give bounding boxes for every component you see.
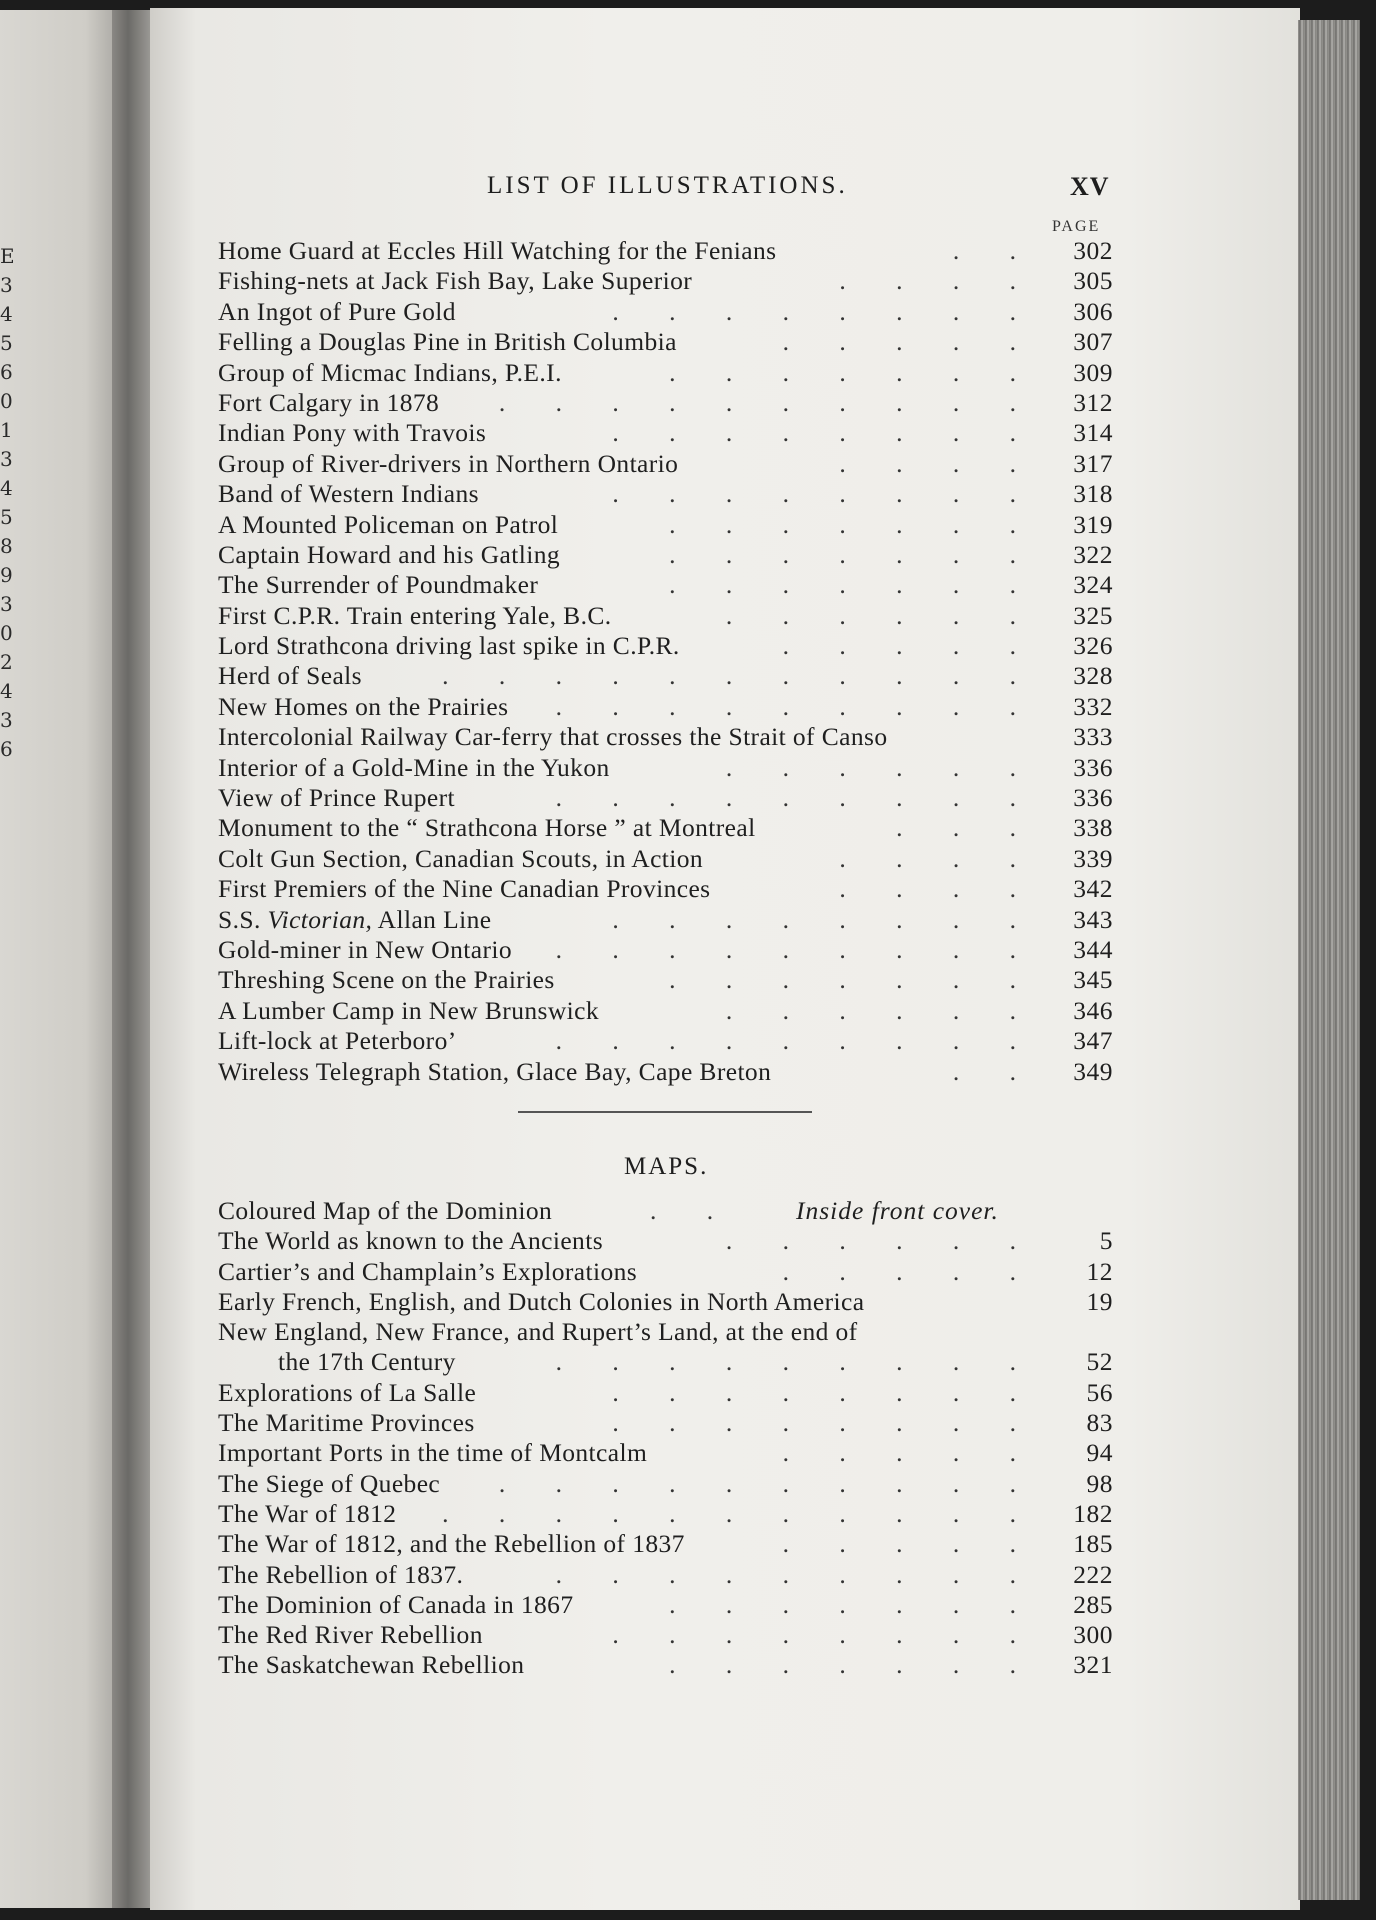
- entry-page: 302: [1073, 236, 1113, 265]
- entry-leader: . . . . . . . . . . .: [442, 661, 1038, 691]
- entry-page: 326: [1073, 631, 1113, 661]
- entry-title-prefix: S.S.: [218, 904, 268, 934]
- left-page-fragment: 2: [0, 650, 13, 674]
- entry-leader: . . . . . .: [725, 600, 1038, 630]
- entry-page: 321: [1073, 1650, 1113, 1680]
- entry-leader: . . . . . . .: [669, 357, 1038, 387]
- entry-page: 305: [1073, 266, 1113, 296]
- map-entry: [218, 1408, 1113, 1438]
- maps-heading: MAPS.: [624, 1153, 709, 1180]
- entry-title: The Red River Rebellion: [218, 1620, 483, 1650]
- entry-leader: . . . . . . . .: [612, 1408, 1038, 1438]
- entry-title: Home Guard at Eccles Hill Watching for the Fenians: [218, 236, 777, 265]
- left-page-fragment: 4: [0, 679, 13, 703]
- entry-title: The Siege of Quebec: [218, 1468, 441, 1498]
- illustration-entry: [218, 540, 1113, 570]
- left-page-fragment: 6: [0, 737, 13, 761]
- entry-page: 325: [1073, 600, 1113, 630]
- entry-page: 319: [1073, 509, 1113, 539]
- entry-leader: . . . . . . . .: [612, 418, 1038, 448]
- entry-page: 333: [1073, 722, 1113, 752]
- entry-page: 322: [1073, 539, 1113, 569]
- entry-leader: . . . . .: [782, 1438, 1038, 1468]
- entry-title: Monument to the “ Strathcona Horse ” at Montreal: [218, 813, 756, 843]
- illustration-entry: [218, 570, 1113, 600]
- entry-title-suffix: Allan Line: [372, 904, 492, 934]
- illustration-entry: [218, 965, 1113, 995]
- map-entry: [218, 1620, 1113, 1650]
- left-page-fragment: 0: [0, 621, 13, 645]
- entry-leader: . . . .: [839, 448, 1038, 478]
- illustration-entry: [218, 601, 1113, 631]
- entry-page: 328: [1073, 661, 1113, 691]
- entry-leader: . . . . . . .: [669, 509, 1038, 539]
- page-column-label: PAGE: [1052, 218, 1101, 235]
- map-entry: [218, 1438, 1113, 1468]
- illustration-entry: [218, 631, 1113, 661]
- entry-leader: . . . .: [839, 843, 1038, 873]
- entry-title: The Surrender of Poundmaker: [218, 570, 539, 600]
- entry-title: A Lumber Camp in New Brunswick: [218, 995, 599, 1025]
- entry-page: 347: [1073, 1026, 1113, 1056]
- entry-title: Group of River-drivers in Northern Ontario: [218, 448, 679, 478]
- entry-leader: . .: [650, 1196, 736, 1225]
- left-page-fragment: 6: [0, 360, 13, 384]
- illustration-entry: [218, 783, 1113, 813]
- entry-title: Colt Gun Section, Canadian Scouts, in Action: [218, 843, 704, 873]
- illustration-entry: [218, 266, 1113, 296]
- entry-leader: . .: [952, 236, 1038, 265]
- entry-leader: . . . . . . . . .: [555, 1347, 1038, 1377]
- entry-leader: . . . . . . . . . .: [498, 387, 1038, 417]
- entry-page: 52: [1086, 1347, 1113, 1377]
- entry-page: 83: [1086, 1408, 1113, 1438]
- entry-title: the 17th Century: [278, 1347, 456, 1377]
- book-gutter: [112, 10, 152, 1908]
- entry-title: Herd of Seals: [218, 661, 362, 691]
- illustration-entry: [218, 1026, 1113, 1056]
- map-entry: [218, 1650, 1113, 1680]
- illustration-entry: [218, 722, 1113, 752]
- entry-title: Important Ports in the time of Montcalm: [218, 1438, 648, 1468]
- entry-title: A Mounted Policeman on Patrol: [218, 509, 559, 539]
- map-entry: [218, 1347, 1113, 1377]
- entry-leader: . . . . . . . . .: [555, 934, 1038, 964]
- entry-title: Lord Strathcona driving last spike in C.P.R.: [218, 631, 680, 661]
- left-page-fragment: E: [0, 244, 15, 268]
- illustration-entry: [218, 661, 1113, 691]
- entry-leader: . . . . .: [782, 1529, 1038, 1559]
- entry-page: 318: [1073, 479, 1113, 509]
- entry-title: Intercolonial Railway Car-ferry that crosses the Strait of Canso: [218, 722, 888, 752]
- illustration-entry: [218, 844, 1113, 874]
- map-entry: [218, 1469, 1113, 1499]
- entry-page: 312: [1073, 387, 1113, 417]
- entry-leader: . . . . . . . .: [612, 479, 1038, 509]
- illustration-entry: [218, 388, 1113, 418]
- entry-leader: . . . . . .: [725, 995, 1038, 1025]
- illustration-entry: [218, 813, 1113, 843]
- entry-title: New England, New France, and Rupert’s Land, at the end of: [218, 1317, 858, 1347]
- illustration-entry: [218, 1057, 1113, 1087]
- illustration-entry: [218, 297, 1113, 327]
- entry-page: 94: [1086, 1438, 1113, 1468]
- entry-leader: . . . .: [839, 874, 1038, 904]
- illustration-entry: [218, 905, 1113, 935]
- entry-page: 56: [1086, 1377, 1113, 1407]
- entry-title: Wireless Telegraph Station, Glace Bay, Cape Breton: [218, 1056, 772, 1086]
- entry-page: 343: [1073, 904, 1113, 934]
- map-entry: [218, 1590, 1113, 1620]
- entry-title: An Ingot of Pure Gold: [218, 296, 456, 326]
- entry-title: Threshing Scene on the Prairies: [218, 965, 555, 995]
- entry-title: Lift-lock at Peterboro’: [218, 1026, 457, 1056]
- entry-page: 345: [1073, 965, 1113, 995]
- running-header-title: LIST OF ILLUSTRATIONS.: [487, 172, 848, 199]
- left-page-fragment: 5: [0, 331, 13, 355]
- map-entry: [218, 1378, 1113, 1408]
- entry-page: 349: [1073, 1056, 1113, 1086]
- entry-title: View of Prince Rupert: [218, 783, 456, 813]
- illustration-entry: [218, 935, 1113, 965]
- entry-page: 339: [1073, 843, 1113, 873]
- illustration-entry: [218, 996, 1113, 1026]
- entry-title: The Maritime Provinces: [218, 1408, 475, 1438]
- entry-title: Band of Western Indians: [218, 479, 479, 509]
- map-entry: [218, 1529, 1113, 1559]
- entry-title: Felling a Douglas Pine in British Columbia: [218, 327, 677, 357]
- maps-list: [218, 1196, 1113, 1681]
- left-page-fragment: 1: [0, 418, 13, 442]
- entry-page: 5: [1099, 1226, 1113, 1256]
- entry-leader: . . . . . . . .: [612, 904, 1038, 934]
- entry-title: New Homes on the Prairies: [218, 691, 509, 721]
- entry-leader: . . . . . . .: [669, 539, 1038, 569]
- illustration-entry: [218, 449, 1113, 479]
- entry-title-italic: Victorian,: [267, 904, 373, 934]
- entry-leader: . . . . . . . .: [612, 1620, 1038, 1650]
- entry-page: 307: [1073, 327, 1113, 357]
- entry-title: The Dominion of Canada in 1867: [218, 1589, 574, 1619]
- map-entry: [218, 1317, 1113, 1347]
- left-page-fragment: 3: [0, 447, 13, 471]
- entry-leader: . . . . .: [782, 327, 1038, 357]
- entry-leader: . . . . . . .: [669, 965, 1038, 995]
- left-page-fragment: 3: [0, 592, 13, 616]
- entry-leader: . . . . . . .: [669, 570, 1038, 600]
- entry-title: Coloured Map of the Dominion: [218, 1196, 553, 1225]
- left-page-fragment: 5: [0, 505, 13, 529]
- entry-page: 222: [1073, 1559, 1113, 1589]
- left-page-fragment: 0: [0, 389, 13, 413]
- entry-leader: . . . . . .: [725, 1226, 1038, 1256]
- entry-page: 314: [1073, 418, 1113, 448]
- entry-leader: . . . . . . . . .: [555, 1559, 1038, 1589]
- entry-title: First C.P.R. Train entering Yale, B.C.: [218, 600, 612, 630]
- entry-leader: . . . . .: [782, 631, 1038, 661]
- map-entry: [218, 1196, 1113, 1226]
- map-entry: [218, 1499, 1113, 1529]
- entry-page: 338: [1073, 813, 1113, 843]
- illustration-entry: [218, 510, 1113, 540]
- entry-page: 336: [1073, 783, 1113, 813]
- entry-leader: . . . . . . . . .: [555, 691, 1038, 721]
- entry-title: Cartier’s and Champlain’s Explorations: [218, 1256, 638, 1286]
- entry-leader: . . . . . .: [725, 752, 1038, 782]
- entry-page: 344: [1073, 934, 1113, 964]
- entry-title: Gold-miner in New Ontario: [218, 934, 512, 964]
- entry-page: 317: [1073, 448, 1113, 478]
- left-page-edge: [0, 10, 122, 1908]
- entry-page: 342: [1073, 874, 1113, 904]
- illustration-entry: [218, 236, 1113, 266]
- entry-leader: . . . . . . .: [669, 1589, 1038, 1619]
- entry-title: Captain Howard and his Gatling: [218, 539, 561, 569]
- entry-note: Inside front cover.: [796, 1196, 999, 1225]
- entry-leader: . . .: [896, 813, 1038, 843]
- entry-title: The Saskatchewan Rebellion: [218, 1650, 525, 1680]
- entry-page: 324: [1073, 570, 1113, 600]
- entry-page: 309: [1073, 357, 1113, 387]
- entry-leader: . .: [952, 1056, 1038, 1086]
- running-header: [0, 168, 1376, 208]
- map-entry: [218, 1560, 1113, 1590]
- entry-page: 300: [1073, 1620, 1113, 1650]
- illustrations-list: [218, 236, 1113, 1087]
- entry-title: Early French, English, and Dutch Colonies in North America: [218, 1286, 865, 1316]
- page-number: XV: [1070, 172, 1110, 201]
- map-entry: [218, 1226, 1113, 1256]
- entry-title: The War of 1812: [218, 1498, 397, 1528]
- entry-title: The War of 1812, and the Rebellion of 1837: [218, 1529, 685, 1559]
- entry-page: 12: [1086, 1256, 1113, 1286]
- entry-page: 336: [1073, 752, 1113, 782]
- illustration-entry: [218, 753, 1113, 783]
- section-divider: [518, 1111, 812, 1113]
- entry-page: 98: [1086, 1468, 1113, 1498]
- entry-title: Interior of a Gold-Mine in the Yukon: [218, 752, 610, 782]
- entry-title: Indian Pony with Travois: [218, 418, 487, 448]
- map-entry: [218, 1287, 1113, 1317]
- illustration-entry: [218, 692, 1113, 722]
- entry-leader: . . . . . . . . .: [555, 783, 1038, 813]
- left-page-fragment: 4: [0, 476, 13, 500]
- entry-title: The Rebellion of 1837.: [218, 1559, 464, 1589]
- entry-page: 306: [1073, 296, 1113, 326]
- entry-title: Fort Calgary in 1878: [218, 387, 440, 417]
- entry-leader: . . . . . . . . . .: [498, 1468, 1038, 1498]
- map-entry: [218, 1257, 1113, 1287]
- entry-page: 182: [1073, 1498, 1113, 1528]
- illustration-entry: [218, 479, 1113, 509]
- entry-leader: . . . . . . . .: [612, 1377, 1038, 1407]
- entry-page: 19: [1086, 1286, 1113, 1316]
- left-page-fragment: 8: [0, 534, 13, 558]
- entry-title: The World as known to the Ancients: [218, 1226, 604, 1256]
- entry-leader: . . . . . . . .: [612, 296, 1038, 326]
- entry-leader: . . . . .: [782, 1256, 1038, 1286]
- entry-title: Fishing-nets at Jack Fish Bay, Lake Superior: [218, 266, 693, 296]
- left-page-fragment: 9: [0, 563, 13, 587]
- entry-page: 185: [1073, 1529, 1113, 1559]
- entry-leader: . . . . . . . . .: [555, 1026, 1038, 1056]
- entry-title: First Premiers of the Nine Canadian Provinces: [218, 874, 711, 904]
- entry-page: 332: [1073, 691, 1113, 721]
- entry-page: 285: [1073, 1589, 1113, 1619]
- illustration-entry: [218, 358, 1113, 388]
- page-edges: [1298, 20, 1360, 1900]
- illustration-entry: [218, 327, 1113, 357]
- left-page-fragment: 3: [0, 273, 13, 297]
- entry-leader: . . . . . . .: [669, 1650, 1038, 1680]
- illustration-entry: [218, 418, 1113, 448]
- entry-title: Group of Micmac Indians, P.E.I.: [218, 357, 562, 387]
- entry-leader: . . . . . . . . . . .: [442, 1498, 1038, 1528]
- left-page-fragments: [0, 242, 22, 764]
- entry-leader: . . . .: [839, 266, 1038, 296]
- entry-page: 346: [1073, 995, 1113, 1025]
- left-page-fragment: 3: [0, 708, 13, 732]
- entry-title: Explorations of La Salle: [218, 1377, 477, 1407]
- illustration-entry: [218, 874, 1113, 904]
- left-page-fragment: 4: [0, 302, 13, 326]
